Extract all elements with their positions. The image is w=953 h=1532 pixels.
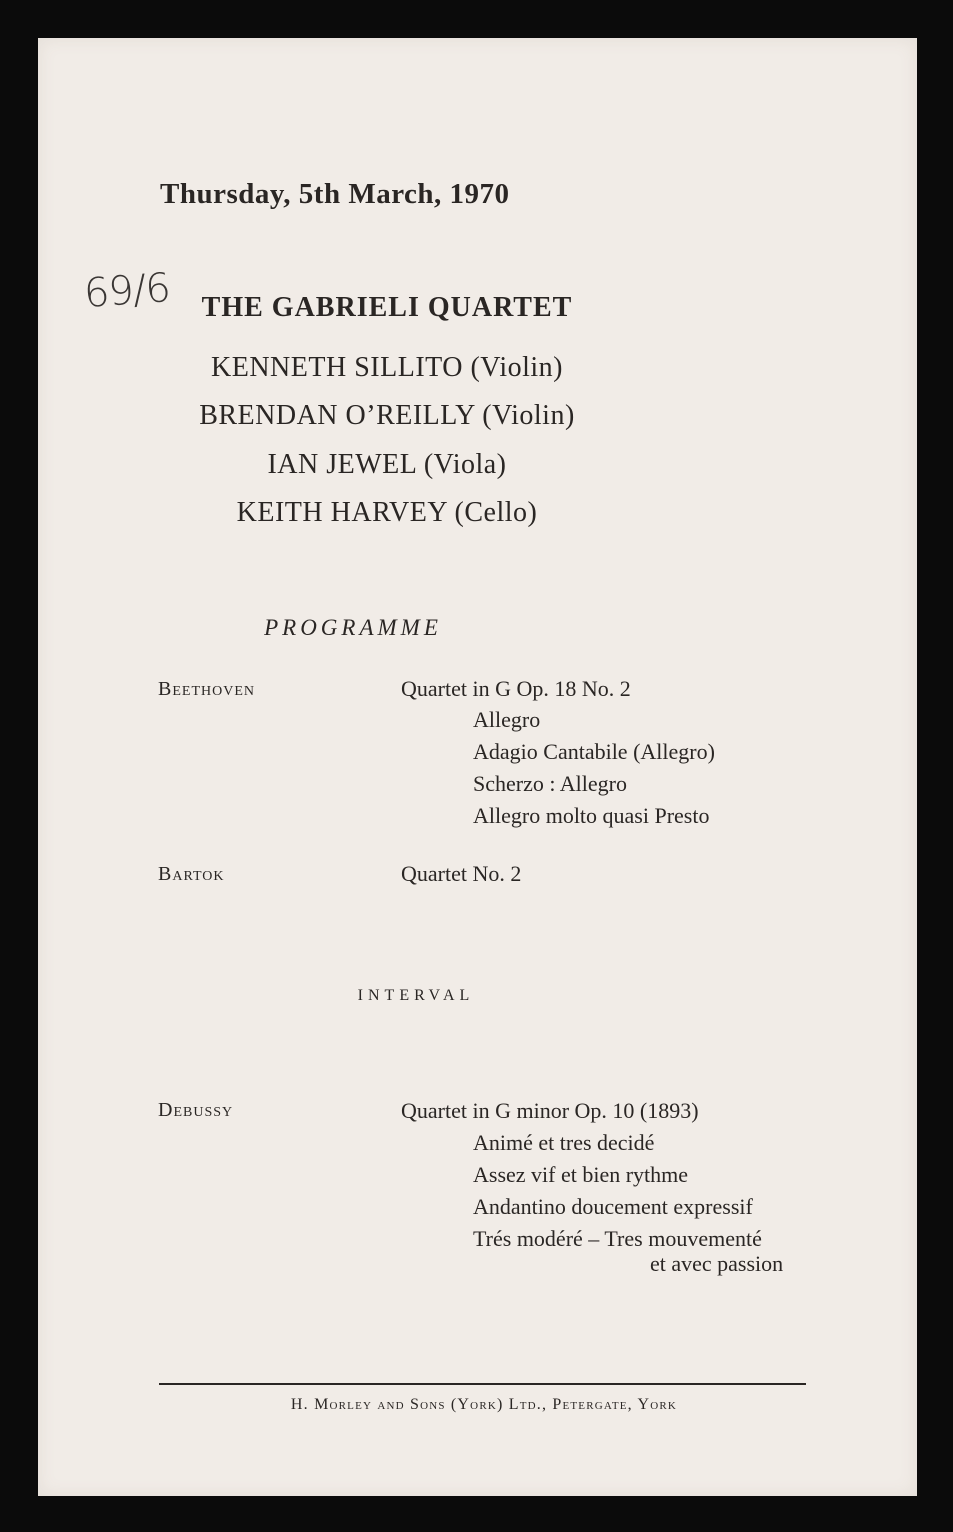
movement: Adagio Cantabile (Allegro) bbox=[473, 739, 715, 764]
composer-beethoven: Beethoven bbox=[158, 678, 255, 700]
footer-rule bbox=[159, 1383, 806, 1385]
handwritten-note: 69/6 bbox=[82, 265, 172, 317]
movement: Animé et tres decidé bbox=[473, 1130, 655, 1155]
composer-debussy: Debussy bbox=[158, 1099, 234, 1121]
movement: Allegro bbox=[473, 707, 541, 732]
programme-page bbox=[38, 38, 917, 1496]
work-bartok: Quartet No. 2 bbox=[401, 861, 522, 886]
printer-imprint: H. Morley and Sons (York) Ltd., Petergate, York bbox=[290, 1396, 678, 1413]
work-debussy: Quartet in G minor Op. 10 (1893) bbox=[401, 1098, 699, 1123]
ensemble-name: THE GABRIELI QUARTET bbox=[201, 292, 573, 323]
movement: Andantino doucement expressif bbox=[473, 1194, 753, 1219]
movement: Scherzo : Allegro bbox=[473, 771, 627, 796]
programme-heading: PROGRAMME bbox=[264, 615, 442, 640]
composer-bartok: Bartok bbox=[158, 863, 225, 885]
interval-label: INTERVAL bbox=[357, 987, 475, 1004]
member-4: KEITH HARVEY (Cello) bbox=[236, 497, 538, 528]
member-3: IAN JEWEL (Viola) bbox=[267, 449, 507, 480]
movement: Trés modéré – Tres mouvementé bbox=[473, 1226, 762, 1251]
movement: Allegro molto quasi Presto bbox=[473, 803, 710, 828]
member-1: KENNETH SILLITO (Violin) bbox=[211, 352, 563, 383]
concert-date: Thursday, 5th March, 1970 bbox=[160, 178, 510, 210]
movement-continuation: et avec passion bbox=[650, 1251, 784, 1276]
work-beethoven: Quartet in G Op. 18 No. 2 bbox=[401, 676, 631, 701]
movement: Assez vif et bien rythme bbox=[473, 1162, 689, 1187]
member-2: BRENDAN O’REILLY (Violin) bbox=[199, 400, 575, 431]
